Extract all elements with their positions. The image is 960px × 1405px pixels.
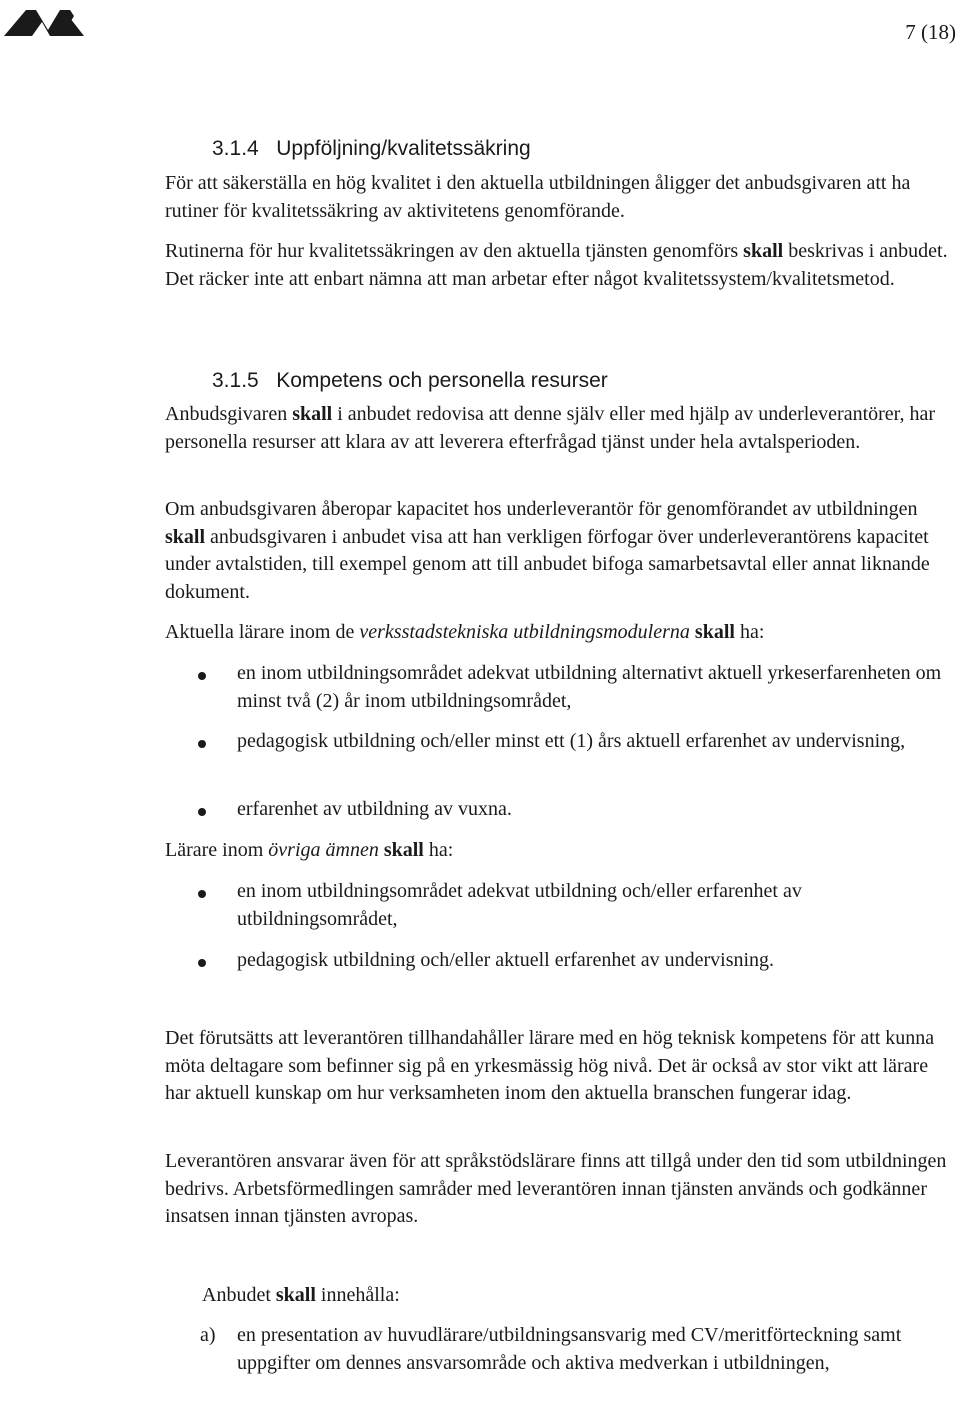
page-number: 7 (18): [905, 20, 956, 44]
section-title: Uppföljning/kvalitetssäkring: [276, 137, 531, 160]
emphasis: skall: [694, 621, 735, 643]
emphasis: skall: [743, 240, 784, 262]
section-number: 3.1.4: [212, 137, 259, 160]
paragraph: Det förutsätts att leverantören tillhandahåller lärare med en hög teknisk kompetens för att kunna möta deltagare som befinner sig på en yrkesmässig hög nivå. Det är också av stor vikt att lärare har aktuell kunskap om hur verksamheten inom den aktuella branschen fungerar idag.: [165, 1027, 935, 1104]
list-marker: a): [200, 1324, 216, 1346]
bullet-icon: [198, 959, 206, 967]
paragraph: Anbudsgivaren skall i anbudet redovisa att denne själv eller med hjälp av underleverantörer, har personella resurser att klara av att leverera efterfrågad tjänst under hela avtalsperioden.: [165, 403, 936, 453]
bullet-icon: [198, 808, 206, 816]
list-item: en presentation av huvudlärare/utbildningsansvarig med CV/meritförteckning samt uppgifter om dennes ansvarsområde och aktiva medverkan i utbildningen,: [237, 1324, 902, 1374]
section-heading-3-1-4: [212, 137, 531, 161]
bullet-icon: [198, 740, 206, 748]
bullet-icon: [198, 890, 206, 898]
paragraph: Leverantören ansvarar även för att språkstödslärare finns att tillgå under den tid som utbildningen bedrivs. Arbetsförmedlingen samråder med leverantören innan tjänsten används och godkänner insatsen innan tjänsten avropas.: [165, 1150, 947, 1227]
emphasis: skall: [165, 525, 206, 548]
section-title: Kompetens och personella resurser: [276, 369, 608, 392]
paragraph: För att säkerställa en hög kvalitet i den aktuella utbildningen åligger det anbudsgivaren att ha rutiner för kvalitetssäkring av aktivitetens genomförande.: [165, 172, 911, 222]
paragraph: Om anbudsgivaren åberopar kapacitet hos underleverantör för genomförandet av utbildningen skall anbudsgivaren i anbudet visa att han verkligen förfogar över underleverantörens kapacitet under avtalstiden, till exempel genom att till anbudet bifoga samarbetsavtal eller annat liknande dokument.: [165, 498, 930, 603]
emphasis: skall: [383, 839, 424, 861]
logo-icon: [4, 6, 84, 42]
list-item: erfarenhet av utbildning av vuxna.: [237, 798, 512, 820]
bullet-icon: [198, 672, 206, 680]
paragraph: Anbudet skall innehålla:: [202, 1284, 400, 1306]
section-heading-3-1-5: [212, 369, 608, 393]
paragraph: Lärare inom övriga ämnen skall ha:: [165, 839, 454, 861]
emphasis: skall: [275, 1284, 316, 1306]
list-item: pedagogisk utbildning och/eller aktuell erfarenhet av undervisning.: [237, 949, 775, 971]
emphasis-italic: övriga ämnen: [268, 839, 379, 861]
list-item: en inom utbildningsområdet adekvat utbildning och/eller erfarenhet av utbildningsområdet,: [237, 880, 802, 930]
list-item: pedagogisk utbildning och/eller minst ett (1) års aktuell erfarenhet av undervisning,: [237, 730, 906, 752]
paragraph: Aktuella lärare inom de verksstadstekniska utbildningsmodulerna skall ha:: [165, 621, 765, 643]
paragraph: Rutinerna för hur kvalitetssäkringen av den aktuella tjänsten genomförs skall beskrivas i anbudet. Det räcker inte att enbart nämna att man arbetar efter något kvalitetssystem/kvalitetsmetod.: [165, 240, 948, 290]
emphasis: skall: [292, 403, 333, 425]
section-number: 3.1.5: [212, 369, 259, 392]
emphasis-italic: verksstadstekniska utbildningsmodulerna: [359, 621, 690, 643]
list-item: en inom utbildningsområdet adekvat utbildning alternativt aktuell yrkeserfarenheten om minst två (2) år inom utbildningsområdet,: [237, 662, 942, 712]
